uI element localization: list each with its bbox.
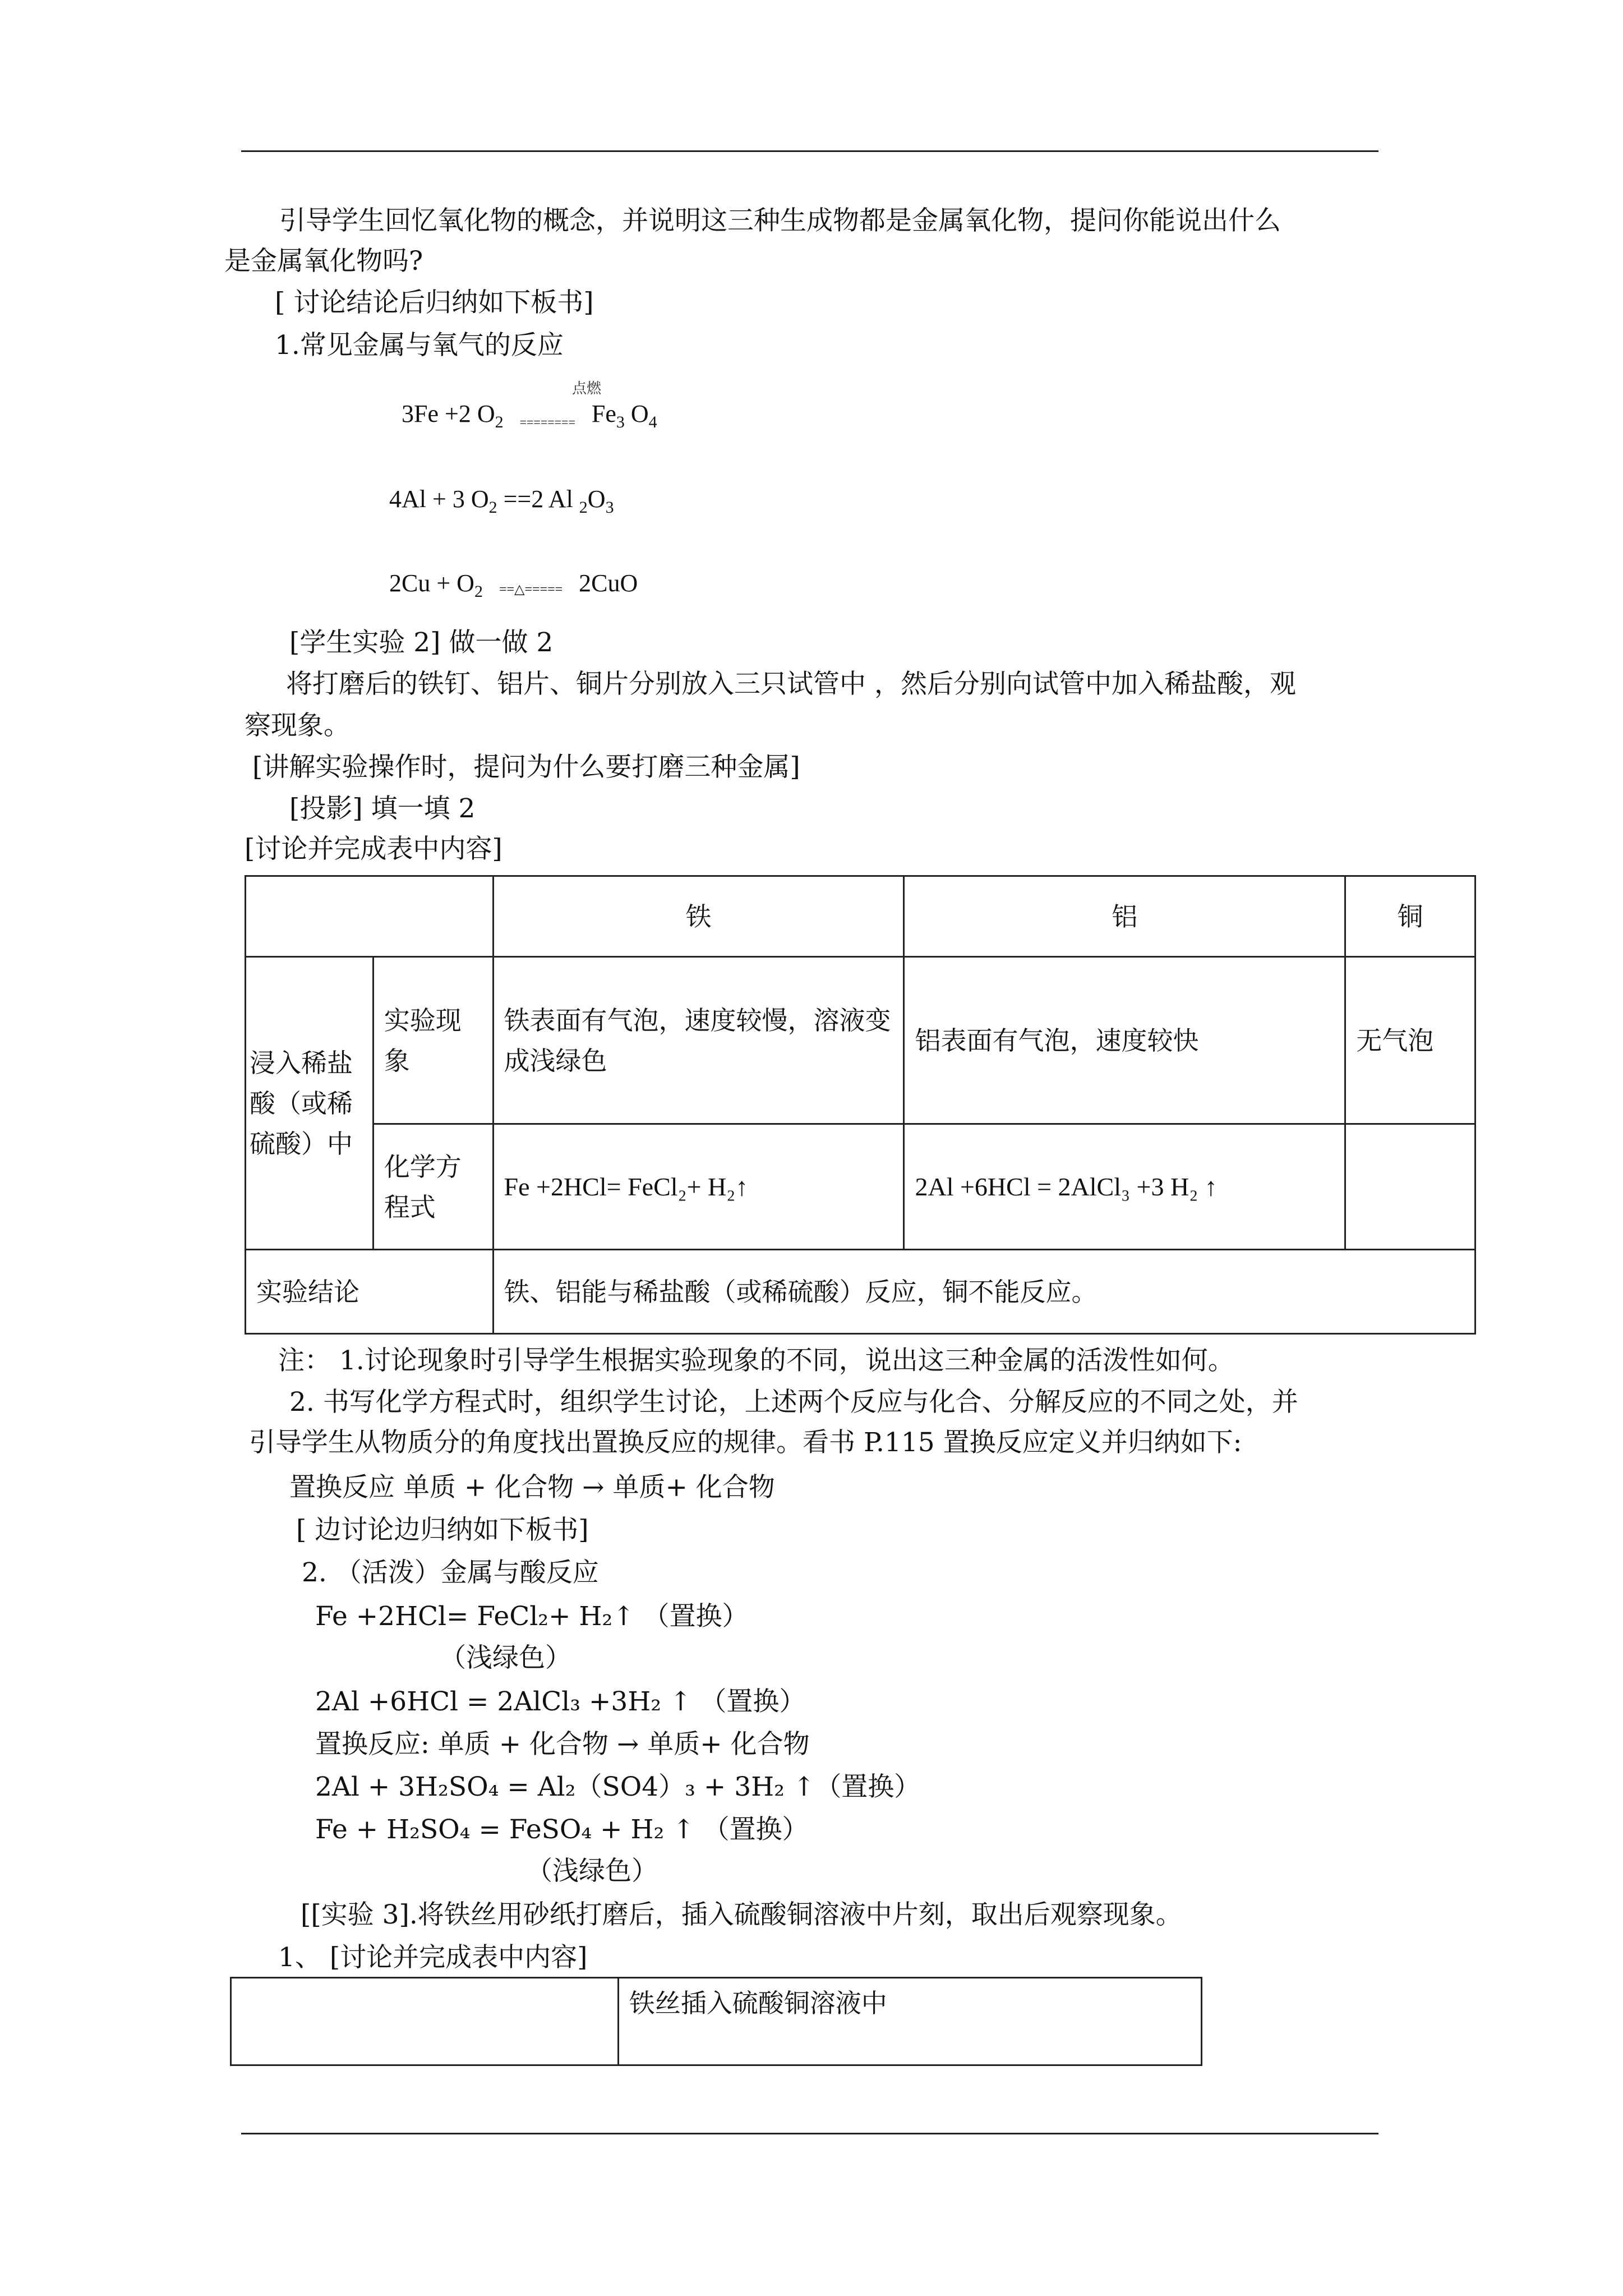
acid-equation-1-note: （浅绿色） [440, 1642, 571, 1673]
equation-cu-o2: $2Cu + O_2$ ==△===== 2CuO [389, 569, 638, 601]
section-1-title: 1.常见金属与氧气的反应 [275, 330, 564, 361]
phenomenon-iron: 铁表面有气泡，速度较慢，溶液变成浅绿色 [493, 957, 904, 1124]
equation-copper [1345, 1124, 1476, 1250]
projection-label: [投影] 填一填 2 [289, 793, 476, 824]
intro-line-1: 引导学生回忆氧化物的概念，并说明这三种生成物都是金属氧化物，提问你能说出什么 [279, 205, 1281, 236]
row-label-equation: 化学方程式 [373, 1124, 493, 1250]
note-1: 注： 1.讨论现象时引导学生根据实验现象的不同，说出这三种金属的活泼性如何。 [278, 1345, 1234, 1376]
acid-equation-4-note: （浅绿色） [526, 1856, 658, 1887]
board-heading-2: [ 边讨论边归纳如下板书] [296, 1515, 589, 1545]
acid-equation-1: Fe +2HCl= FeCl₂+ H₂↑ （置换） [315, 1601, 749, 1632]
reaction-table [245, 875, 1476, 1335]
header-rule [241, 150, 1378, 152]
header-copper: 铜 [1345, 876, 1476, 957]
table2-blank-cell [231, 1978, 619, 2065]
experiment-2-text-2: 察现象。 [245, 710, 350, 741]
table2-header: 铁丝插入硫酸铜溶液中 [618, 1978, 1201, 2065]
conclusion-text: 铁、铝能与稀盐酸（或稀硫酸）反应，铜不能反应。 [493, 1250, 1475, 1334]
footer-rule [241, 2133, 1378, 2134]
phenomenon-aluminum: 铝表面有气泡，速度较快 [904, 957, 1345, 1124]
acid-equation-3: 2Al + 3H₂SO₄ = Al₂（SO4）₃ + 3H₂ ↑（置换） [315, 1772, 921, 1802]
row-label-phenomenon: 实验现象 [373, 957, 493, 1124]
note-2-line-1: 2. 书写化学方程式时，组织学生讨论，上述两个反应与化合、分解反应的不同之处，并 [289, 1387, 1298, 1418]
board-heading-1: [ 讨论结论后归纳如下板书] [275, 287, 594, 318]
equation-iron: Fe +2HCl= FeCl₂+ H₂↑ [493, 1124, 904, 1250]
note-2-line-2: 引导学生从物质分的角度找出置换反应的规律。看书 P.115 置换反应定义并归纳如下: [249, 1427, 1242, 1458]
acid-equation-2: 2Al +6HCl = 2AlCl₃ +3H₂ ↑ （置换） [315, 1686, 806, 1717]
student-experiment-2: [学生实验 2] 做一做 2 [289, 627, 554, 658]
displacement-definition: 置换反应 单质 + 化合物 → 单质+ 化合物 [289, 1472, 775, 1503]
row-label-conclusion: 实验结论 [246, 1250, 494, 1334]
equation-al-o2: 4Al + 3 $O_2 ==2$ Al $_2O_3$ [389, 485, 614, 517]
experiment-2-text-1: 将打磨后的铁钉、铝片、铜片分别放入三只试管中 ，然后分别向试管中加入稀盐酸，观 [286, 669, 1296, 700]
displacement-summary: 置换反应: 单质 + 化合物 → 单质+ 化合物 [315, 1729, 810, 1760]
phenomenon-copper: 无气泡 [1345, 957, 1476, 1124]
experiment-3: [[实验 3].将铁丝用砂纸打磨后，插入硫酸铜溶液中片刻，取出后观察现象。 [301, 1899, 1182, 1930]
explain-note: [讲解实验操作时，提问为什么要打磨三种金属] [252, 752, 800, 783]
row-group-label: 浸入稀盐酸（或稀硫酸）中 [246, 957, 374, 1250]
section-2-title: 2. （活泼）金属与酸反应 [302, 1557, 599, 1588]
ignite-condition: 点燃 [572, 380, 602, 397]
equation-aluminum: 2Al +6HCl = 2AlCl₃ +3 H₂ ↑ [904, 1124, 1345, 1250]
discuss-heading-1: [讨论并完成表中内容] [245, 834, 502, 864]
intro-line-2: 是金属氧化物吗? [224, 246, 423, 277]
copper-sulfate-table [230, 1977, 1202, 2066]
table-corner-cell [246, 876, 494, 957]
discuss-heading-2: 1、 [讨论并完成表中内容] [278, 1942, 588, 1973]
equation-fe-o2: 3Fe +2 $O_2$ ======== $Fe_3$ $O_4$ [402, 400, 657, 431]
header-iron: 铁 [493, 876, 904, 957]
header-aluminum: 铝 [904, 876, 1345, 957]
acid-equation-4: Fe + H₂SO₄ = FeSO₄ + H₂ ↑ （置换） [315, 1814, 809, 1845]
